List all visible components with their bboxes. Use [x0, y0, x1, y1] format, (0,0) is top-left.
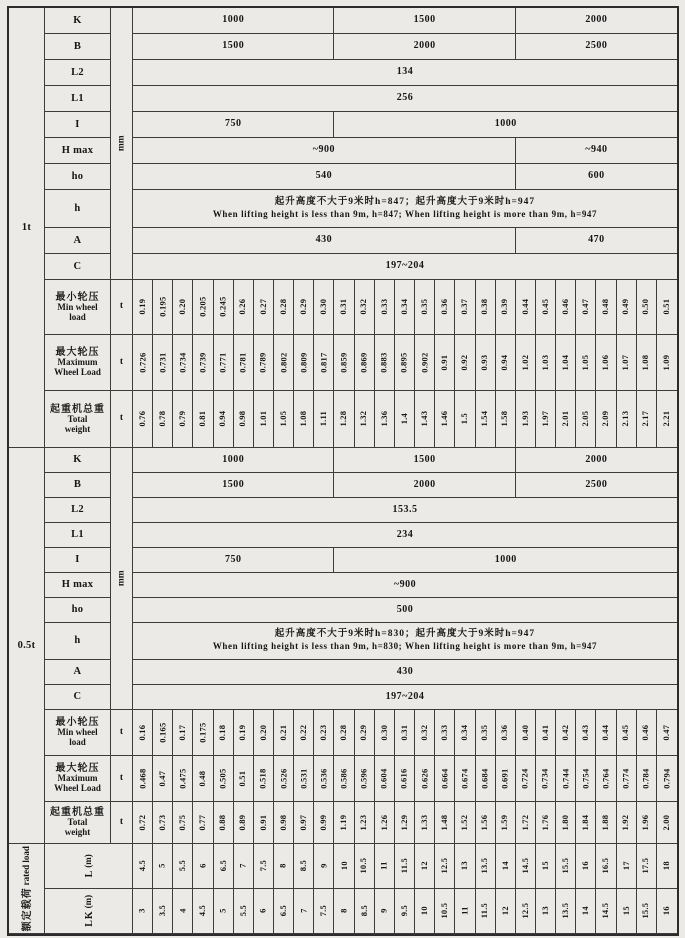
span-value-cell: 14	[496, 844, 516, 889]
load-value-cell: 0.92	[455, 335, 475, 391]
load-value-cell: 1.07	[617, 335, 637, 391]
load-value-cell: 1.06	[596, 335, 616, 391]
load-value-cell: 0.17	[173, 710, 193, 756]
load-value-cell: 1.08	[637, 335, 657, 391]
dim-value-cell: 430	[133, 228, 516, 254]
load-value-cell: 0.724	[516, 756, 536, 802]
load-value-cell: 0.531	[294, 756, 314, 802]
load-value-cell: 0.205	[193, 280, 213, 335]
load-value-cell: 0.175	[193, 710, 213, 756]
span-value-cell: 11.5	[476, 889, 496, 934]
load-value-cell: 0.45	[617, 710, 637, 756]
param-label: I	[45, 112, 111, 138]
span-value-cell: 11	[375, 844, 395, 889]
param-label: A	[45, 228, 111, 254]
load-value-cell: 0.726	[133, 335, 153, 391]
dim-value-cell: ~900	[133, 138, 516, 164]
load-value-cell: 0.72	[133, 802, 153, 844]
span-value-cell: 4	[173, 889, 193, 934]
load-value-cell: 0.22	[294, 710, 314, 756]
load-value-cell: 0.781	[234, 335, 254, 391]
load-value-cell: 0.29	[355, 710, 375, 756]
load-value-cell: 0.38	[476, 280, 496, 335]
load-value-cell: 1.52	[455, 802, 475, 844]
load-value-cell: 1.43	[415, 391, 435, 448]
dim-value-cell: 197~204	[133, 685, 677, 710]
load-value-cell: 0.98	[234, 391, 254, 448]
load-value-cell: 0.809	[294, 335, 314, 391]
load-value-cell: 1.23	[355, 802, 375, 844]
load-value-cell: 1.26	[375, 802, 395, 844]
load-value-cell: 0.19	[234, 710, 254, 756]
load-value-cell: 1.88	[596, 802, 616, 844]
load-unit-label: t	[111, 335, 133, 391]
span-row-label: L(m)	[45, 844, 133, 889]
span-value-cell: 12	[496, 889, 516, 934]
load-value-cell: 1.59	[496, 802, 516, 844]
dim-value-cell: 153.5	[133, 498, 677, 523]
load-value-cell: 1.28	[334, 391, 354, 448]
load-value-cell: 0.47	[576, 280, 596, 335]
load-value-cell: 0.27	[254, 280, 274, 335]
load-value-cell: 1.05	[576, 335, 596, 391]
span-value-cell: 7.5	[314, 889, 334, 934]
span-value-cell: 15.5	[556, 844, 576, 889]
dim-value-cell: 470	[516, 228, 677, 254]
load-value-cell: 1.48	[435, 802, 455, 844]
load-value-cell: 0.744	[556, 756, 576, 802]
dim-value-cell: 234	[133, 523, 677, 548]
load-value-cell: 0.47	[153, 756, 173, 802]
span-value-cell: 16	[657, 889, 677, 934]
load-value-cell: 0.98	[274, 802, 294, 844]
dim-unit-label: mm	[111, 448, 133, 710]
load-value-cell: 1.29	[395, 802, 415, 844]
span-value-cell: 6.5	[274, 889, 294, 934]
load-value-cell: 0.78	[153, 391, 173, 448]
load-value-cell: 0.586	[334, 756, 354, 802]
span-value-cell: 16.5	[596, 844, 616, 889]
param-label: H max	[45, 573, 111, 598]
dim-value-cell: 1000	[133, 448, 334, 473]
load-row-label: 最大轮压 Maximum Wheel Load	[45, 756, 111, 802]
load-value-cell: 0.31	[334, 280, 354, 335]
span-value-cell: 3	[133, 889, 153, 934]
load-value-cell: 0.902	[415, 335, 435, 391]
load-unit-label: t	[111, 280, 133, 335]
span-value-cell: 5.5	[173, 844, 193, 889]
load-value-cell: 0.626	[415, 756, 435, 802]
span-value-cell: 18	[657, 844, 677, 889]
load-value-cell: 1.76	[536, 802, 556, 844]
load-value-cell: 0.35	[415, 280, 435, 335]
span-value-cell: 15	[536, 844, 556, 889]
load-value-cell: 0.869	[355, 335, 375, 391]
load-unit-label: t	[111, 710, 133, 756]
load-value-cell: 2.00	[657, 802, 677, 844]
span-value-cell: 10	[334, 844, 354, 889]
load-value-cell: 0.34	[455, 710, 475, 756]
load-value-cell: 1.72	[516, 802, 536, 844]
span-value-cell: 8.5	[294, 844, 314, 889]
load-value-cell: 0.526	[274, 756, 294, 802]
load-value-cell: 0.616	[395, 756, 415, 802]
span-value-cell: 7	[234, 844, 254, 889]
load-value-cell: 1.97	[536, 391, 556, 448]
load-value-cell: 0.245	[214, 280, 234, 335]
load-row-label: 最小轮压 Min wheel load	[45, 710, 111, 756]
span-value-cell: 13	[455, 844, 475, 889]
load-value-cell: 0.43	[576, 710, 596, 756]
load-value-cell: 1.03	[536, 335, 556, 391]
param-label: L2	[45, 60, 111, 86]
load-value-cell: 0.817	[314, 335, 334, 391]
load-value-cell: 0.50	[637, 280, 657, 335]
load-value-cell: 0.30	[375, 710, 395, 756]
load-value-cell: 0.734	[536, 756, 556, 802]
load-value-cell: 0.94	[496, 335, 516, 391]
load-value-cell: 0.505	[214, 756, 234, 802]
load-value-cell: 0.475	[173, 756, 193, 802]
load-value-cell: 1.58	[496, 391, 516, 448]
load-value-cell: 0.16	[133, 710, 153, 756]
load-value-cell: 0.596	[355, 756, 375, 802]
load-value-cell: 0.76	[133, 391, 153, 448]
load-value-cell: 0.99	[314, 802, 334, 844]
load-class-label: 1t	[9, 8, 45, 448]
dim-value-cell: 2000	[334, 473, 515, 498]
load-value-cell: 0.88	[214, 802, 234, 844]
dim-value-cell: 430	[133, 660, 677, 685]
param-label: h	[45, 623, 111, 660]
span-value-cell: 7.5	[254, 844, 274, 889]
span-row-label: LK(m)	[45, 889, 133, 934]
load-value-cell: 1.02	[516, 335, 536, 391]
load-value-cell: 0.859	[334, 335, 354, 391]
load-value-cell: 1.56	[476, 802, 496, 844]
rated-load-label: 额定载荷rated load	[9, 844, 45, 934]
load-value-cell: 0.195	[153, 280, 173, 335]
param-label: K	[45, 448, 111, 473]
load-value-cell: 0.48	[193, 756, 213, 802]
lifting-height-note: 起升高度不大于9米时h=830；起升高度大于9米时h=947 When lifting height is less than 9m, h=830; When lifting height is more than 9m, h=947	[133, 623, 677, 660]
dim-value-cell: 1000	[334, 548, 677, 573]
param-label: C	[45, 254, 111, 280]
load-value-cell: 1.93	[516, 391, 536, 448]
load-value-cell: 0.73	[153, 802, 173, 844]
load-value-cell: 1.19	[334, 802, 354, 844]
load-value-cell: 0.536	[314, 756, 334, 802]
load-value-cell: 2.21	[657, 391, 677, 448]
span-value-cell: 15.5	[637, 889, 657, 934]
load-value-cell: 1.09	[657, 335, 677, 391]
dim-value-cell: 256	[133, 86, 677, 112]
load-value-cell: 0.734	[173, 335, 193, 391]
load-value-cell: 0.97	[294, 802, 314, 844]
load-class-label: 0.5t	[9, 448, 45, 844]
load-value-cell: 0.20	[254, 710, 274, 756]
load-value-cell: 0.39	[496, 280, 516, 335]
span-value-cell: 6.5	[214, 844, 234, 889]
span-value-cell: 10.5	[435, 889, 455, 934]
param-label: L2	[45, 498, 111, 523]
load-value-cell: 0.89	[234, 802, 254, 844]
dim-value-cell: 2500	[516, 34, 677, 60]
spec-table	[7, 6, 679, 936]
load-value-cell: 0.789	[254, 335, 274, 391]
load-value-cell: 0.34	[395, 280, 415, 335]
load-value-cell: 0.31	[395, 710, 415, 756]
dim-value-cell: 134	[133, 60, 677, 86]
load-value-cell: 1.46	[435, 391, 455, 448]
load-unit-label: t	[111, 802, 133, 844]
load-value-cell: 1.04	[556, 335, 576, 391]
load-value-cell: 0.32	[415, 710, 435, 756]
load-value-cell: 0.44	[596, 710, 616, 756]
span-value-cell: 12.5	[516, 889, 536, 934]
dim-value-cell: 750	[133, 548, 334, 573]
load-value-cell: 1.4	[395, 391, 415, 448]
param-label: L1	[45, 523, 111, 548]
load-value-cell: 0.33	[375, 280, 395, 335]
load-value-cell: 0.91	[254, 802, 274, 844]
load-value-cell: 0.771	[214, 335, 234, 391]
dim-value-cell: 2000	[516, 8, 677, 34]
load-value-cell: 0.44	[516, 280, 536, 335]
dim-value-cell: 2000	[516, 448, 677, 473]
load-value-cell: 2.05	[576, 391, 596, 448]
load-value-cell: 0.46	[637, 710, 657, 756]
load-value-cell: 0.41	[536, 710, 556, 756]
span-value-cell: 10.5	[355, 844, 375, 889]
load-value-cell: 0.46	[556, 280, 576, 335]
load-value-cell: 0.28	[334, 710, 354, 756]
span-value-cell: 8	[334, 889, 354, 934]
load-value-cell: 0.691	[496, 756, 516, 802]
param-label: I	[45, 548, 111, 573]
span-value-cell: 12.5	[435, 844, 455, 889]
dim-value-cell: 1000	[334, 112, 677, 138]
param-label: h	[45, 190, 111, 228]
spec-table-grid	[9, 8, 677, 934]
span-value-cell: 14	[576, 889, 596, 934]
load-value-cell: 1.92	[617, 802, 637, 844]
load-value-cell: 1.5	[455, 391, 475, 448]
load-value-cell: 0.93	[476, 335, 496, 391]
span-value-cell: 7	[294, 889, 314, 934]
span-value-cell: 12	[415, 844, 435, 889]
load-value-cell: 0.42	[556, 710, 576, 756]
dim-value-cell: 1500	[334, 8, 515, 34]
load-value-cell: 0.32	[355, 280, 375, 335]
lifting-height-note: 起升高度不大于9米时h=847；起升高度大于9米时h=947 When lifting height is less than 9m, h=847; When lifting height is more than 9m, h=947	[133, 190, 677, 228]
load-value-cell: 0.754	[576, 756, 596, 802]
load-value-cell: 1.36	[375, 391, 395, 448]
load-value-cell: 0.20	[173, 280, 193, 335]
span-value-cell: 9.5	[395, 889, 415, 934]
dim-value-cell: 1500	[133, 34, 334, 60]
load-value-cell: 0.35	[476, 710, 496, 756]
param-label: ho	[45, 598, 111, 623]
load-value-cell: 0.895	[395, 335, 415, 391]
dim-value-cell: 2000	[334, 34, 515, 60]
load-value-cell: 0.33	[435, 710, 455, 756]
load-value-cell: 0.802	[274, 335, 294, 391]
span-value-cell: 13	[536, 889, 556, 934]
span-value-cell: 3.5	[153, 889, 173, 934]
load-value-cell: 2.09	[596, 391, 616, 448]
load-value-cell: 0.47	[657, 710, 677, 756]
load-value-cell: 0.49	[617, 280, 637, 335]
load-value-cell: 0.21	[274, 710, 294, 756]
span-value-cell: 5	[214, 889, 234, 934]
param-label: C	[45, 685, 111, 710]
dim-value-cell: 197~204	[133, 254, 677, 280]
load-value-cell: 0.94	[214, 391, 234, 448]
load-value-cell: 0.28	[274, 280, 294, 335]
param-label: K	[45, 8, 111, 34]
load-value-cell: 0.764	[596, 756, 616, 802]
load-value-cell: 1.08	[294, 391, 314, 448]
load-value-cell: 0.794	[657, 756, 677, 802]
load-value-cell: 0.37	[455, 280, 475, 335]
span-value-cell: 5.5	[234, 889, 254, 934]
span-value-cell: 13.5	[556, 889, 576, 934]
span-value-cell: 4.5	[193, 889, 213, 934]
load-value-cell: 0.468	[133, 756, 153, 802]
span-value-cell: 9	[375, 889, 395, 934]
load-unit-label: t	[111, 391, 133, 448]
load-value-cell: 1.32	[355, 391, 375, 448]
dim-value-cell: 1500	[133, 473, 334, 498]
dim-value-cell: ~940	[516, 138, 677, 164]
load-value-cell: 0.29	[294, 280, 314, 335]
load-value-cell: 0.19	[133, 280, 153, 335]
param-label: B	[45, 34, 111, 60]
dim-value-cell: 500	[133, 598, 677, 623]
load-value-cell: 0.45	[536, 280, 556, 335]
span-value-cell: 17.5	[637, 844, 657, 889]
span-value-cell: 16	[576, 844, 596, 889]
param-label: L1	[45, 86, 111, 112]
load-value-cell: 1.01	[254, 391, 274, 448]
dim-value-cell: 540	[133, 164, 516, 190]
load-value-cell: 0.883	[375, 335, 395, 391]
dim-value-cell: 1500	[334, 448, 515, 473]
load-value-cell: 1.05	[274, 391, 294, 448]
load-value-cell: 0.739	[193, 335, 213, 391]
load-value-cell: 2.01	[556, 391, 576, 448]
span-value-cell: 8	[274, 844, 294, 889]
load-value-cell: 1.33	[415, 802, 435, 844]
load-value-cell: 0.26	[234, 280, 254, 335]
span-value-cell: 10	[415, 889, 435, 934]
span-value-cell: 14.5	[596, 889, 616, 934]
load-value-cell: 0.18	[214, 710, 234, 756]
span-value-cell: 8.5	[355, 889, 375, 934]
load-value-cell: 0.51	[234, 756, 254, 802]
load-row-label: 起重机总重 Total weight	[45, 391, 111, 448]
load-unit-label: t	[111, 756, 133, 802]
load-value-cell: 1.54	[476, 391, 496, 448]
load-value-cell: 2.17	[637, 391, 657, 448]
span-value-cell: 14.5	[516, 844, 536, 889]
load-row-label: 起重机总重 Total weight	[45, 802, 111, 844]
load-value-cell: 0.75	[173, 802, 193, 844]
span-value-cell: 13.5	[476, 844, 496, 889]
span-value-cell: 5	[153, 844, 173, 889]
span-value-cell: 9	[314, 844, 334, 889]
span-value-cell: 6	[254, 889, 274, 934]
load-value-cell: 1.80	[556, 802, 576, 844]
load-value-cell: 0.36	[435, 280, 455, 335]
dim-value-cell: 600	[516, 164, 677, 190]
span-value-cell: 4.5	[133, 844, 153, 889]
load-value-cell: 1.96	[637, 802, 657, 844]
load-value-cell: 0.664	[435, 756, 455, 802]
load-value-cell: 0.684	[476, 756, 496, 802]
param-label: H max	[45, 138, 111, 164]
load-value-cell: 1.84	[576, 802, 596, 844]
load-value-cell: 0.604	[375, 756, 395, 802]
span-value-cell: 6	[193, 844, 213, 889]
load-value-cell: 2.13	[617, 391, 637, 448]
load-value-cell: 0.36	[496, 710, 516, 756]
dim-unit-label: mm	[111, 8, 133, 280]
load-value-cell: 0.731	[153, 335, 173, 391]
load-value-cell: 0.774	[617, 756, 637, 802]
param-label: ho	[45, 164, 111, 190]
span-value-cell: 17	[617, 844, 637, 889]
param-label: A	[45, 660, 111, 685]
load-value-cell: 0.81	[193, 391, 213, 448]
load-value-cell: 0.79	[173, 391, 193, 448]
load-value-cell: 0.91	[435, 335, 455, 391]
load-value-cell: 0.518	[254, 756, 274, 802]
span-value-cell: 15	[617, 889, 637, 934]
load-value-cell: 0.784	[637, 756, 657, 802]
load-value-cell: 0.23	[314, 710, 334, 756]
dim-value-cell: 750	[133, 112, 334, 138]
load-value-cell: 0.48	[596, 280, 616, 335]
load-value-cell: 0.165	[153, 710, 173, 756]
dim-value-cell: ~900	[133, 573, 677, 598]
span-value-cell: 11.5	[395, 844, 415, 889]
load-value-cell: 1.11	[314, 391, 334, 448]
load-value-cell: 0.77	[193, 802, 213, 844]
load-value-cell: 0.30	[314, 280, 334, 335]
span-value-cell: 11	[455, 889, 475, 934]
dim-value-cell: 2500	[516, 473, 677, 498]
load-value-cell: 0.40	[516, 710, 536, 756]
load-value-cell: 0.674	[455, 756, 475, 802]
param-label: B	[45, 473, 111, 498]
load-row-label: 最大轮压 Maximum Wheel Load	[45, 335, 111, 391]
dim-value-cell: 1000	[133, 8, 334, 34]
load-row-label: 最小轮压 Min wheel load	[45, 280, 111, 335]
load-value-cell: 0.51	[657, 280, 677, 335]
